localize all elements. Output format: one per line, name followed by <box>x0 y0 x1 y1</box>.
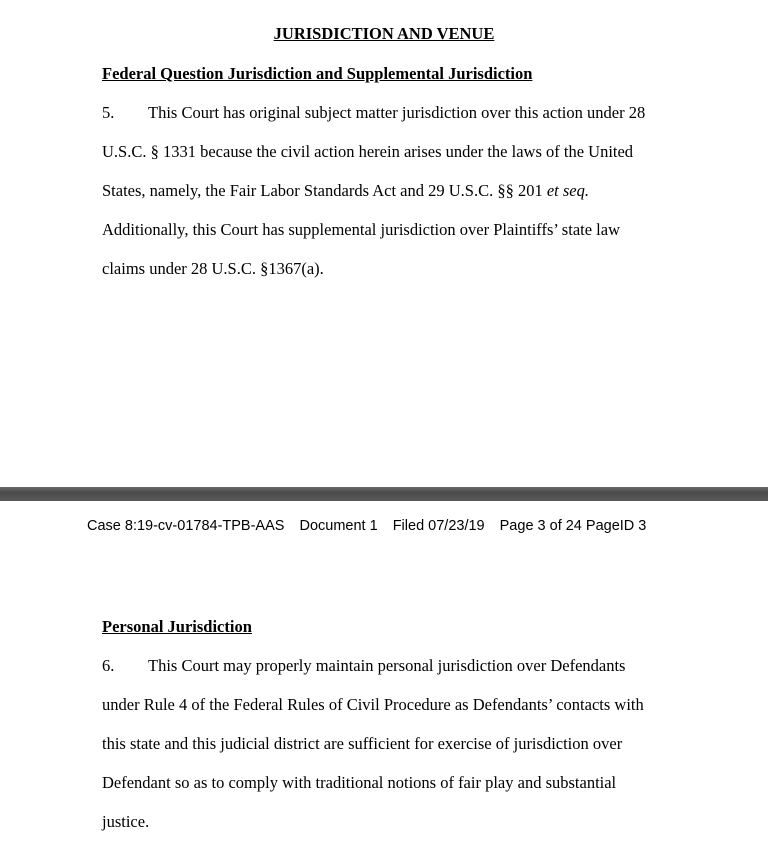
paragraph-text: This Court may properly maintain personal jurisdiction over Defendants <box>148 656 626 675</box>
paragraph-6-line-3: this state and this judicial district are sufficient for exercise of jurisdiction over <box>102 734 623 753</box>
paragraph-5-line-5: claims under 28 U.S.C. §1367(a). <box>102 259 324 278</box>
paragraph-6-line-5: justice. <box>102 812 150 831</box>
paragraph-number: 5. <box>102 103 115 122</box>
paragraph-5-line-4: Additionally, this Court has supplemental jurisdiction over Plaintiffs’ state law <box>102 220 620 239</box>
paragraph-5-line-2: U.S.C. § 1331 because the civil action herein arises under the laws of the United <box>102 142 634 161</box>
paragraph-text: States, namely, the Fair Labor Standards Act and 29 U.S.C. §§ 201 <box>102 181 547 200</box>
case-number: Case 8:19-cv-01784-TPB-AAS <box>87 518 285 534</box>
paragraph-5-line-3 <box>102 181 589 201</box>
federal-jurisdiction-heading: Federal Question Jurisdiction and Supplemental Jurisdiction <box>102 64 533 83</box>
paragraph-text: This Court has original subject matter jurisdiction over this action under 28 <box>148 103 646 122</box>
paragraph-6-line-2: under Rule 4 of the Federal Rules of Civil Procedure as Defendants’ contacts with <box>102 695 644 714</box>
page-separator <box>0 487 768 501</box>
case-header <box>87 518 657 534</box>
document-number: Document 1 <box>299 518 378 534</box>
paragraph-5-line-1 <box>102 103 645 123</box>
paragraph-number: 6. <box>102 656 115 675</box>
paragraph-6-line-1 <box>102 656 625 676</box>
section-title: JURISDICTION AND VENUE <box>273 24 495 43</box>
filed-date: Filed 07/23/19 <box>392 518 485 534</box>
personal-jurisdiction-heading: Personal Jurisdiction <box>102 617 252 636</box>
page-info: Page 3 of 24 PageID 3 <box>499 518 647 534</box>
et-seq-italic: et seq. <box>546 181 589 200</box>
paragraph-6-line-4: Defendant so as to comply with traditional notions of fair play and substantial <box>102 773 617 792</box>
